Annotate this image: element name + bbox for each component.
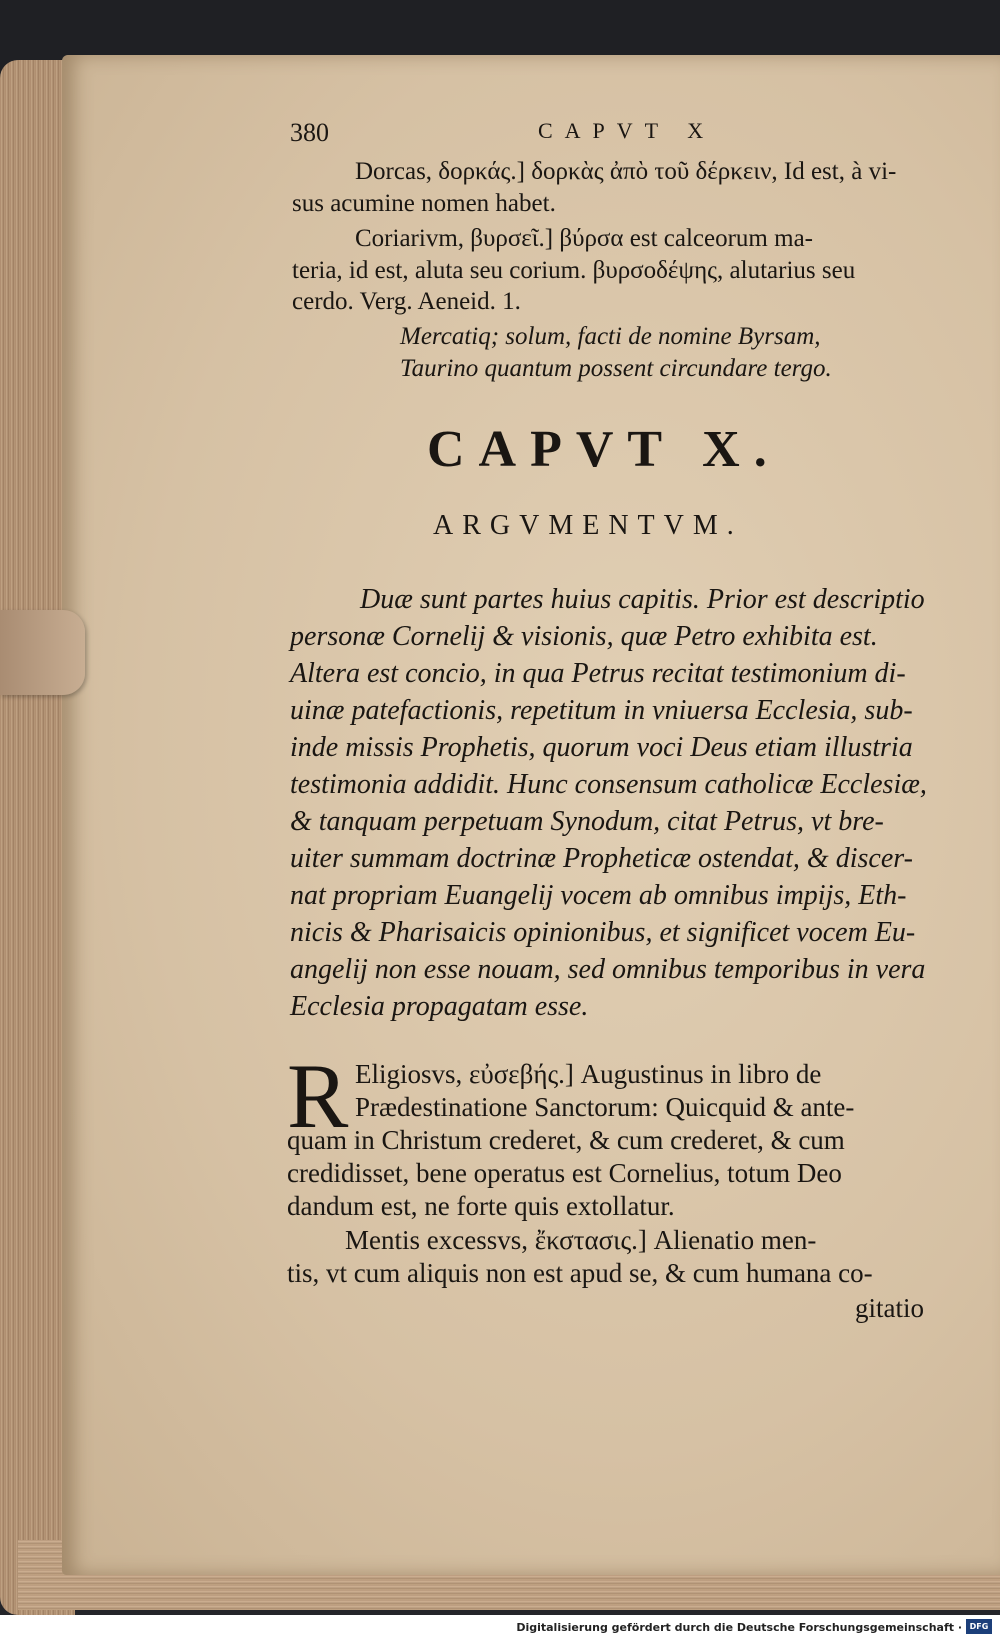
entry-line: Eligiosvs, εὐσεβής.] Augustinus in libro de — [355, 1059, 822, 1089]
verse-line: Mercatiq; solum, facti de nomine Byrsam, — [400, 323, 821, 350]
verse-line: Taurino quantum possent circundare tergo. — [400, 355, 832, 382]
entry-line: dandum est, ne forte quis extollatur. — [287, 1191, 675, 1221]
entry-line: quam in Christum crederet, & cum crederet, & cum — [287, 1125, 845, 1155]
entry-line: teria, id est, aluta seu corium. βυρσοδέψης, alutarius seu — [292, 257, 856, 284]
argument-line: angelij non esse nouam, sed omnibus temporibus in vera — [290, 954, 926, 985]
argument-line: & tanquam perpetuam Synodum, citat Petrus, vt bre- — [290, 806, 884, 837]
argument-line: nat propriam Euangelij vocem ab omnibus impijs, Eth- — [290, 880, 907, 911]
bookmark-tab — [0, 610, 85, 695]
argument-line: personæ Cornelij & visionis, quæ Petro exhibita est. — [290, 621, 878, 652]
entry-line: Coriarivm, βυρσεῖ.] βύρσα est calceorum ma- — [355, 225, 813, 252]
funding-credit: Digitalisierung gefördert durch die Deutsche Forschungsgemeinschaft · — [516, 1621, 962, 1634]
argument-line: Duæ sunt partes huius capitis. Prior est descriptio — [360, 584, 925, 615]
entry-line: Prædestinatione Sanctorum: Quicquid & ante- — [355, 1092, 855, 1122]
argument-line: testimonia addidit. Hunc consensum catholicæ Ecclesiæ, — [290, 769, 927, 800]
entry-line: Dorcas, δορκάς.] δορκὰς ἀπὸ τοῦ δέρκειν, Id est, à vi- — [355, 158, 897, 185]
argument-line: nicis & Pharisaicis opinionibus, et significet vocem Eu- — [290, 917, 916, 948]
entry-line: tis, vt cum aliquis non est apud se, & cum humana co- — [287, 1258, 873, 1288]
argument-line: Altera est concio, in qua Petrus recitat testimonium di- — [290, 658, 906, 689]
entry-line: Mentis excessvs, ἔκστασις.] Alienatio men- — [345, 1225, 817, 1255]
argument-line: uinæ patefactionis, repetitum in vniuersa Ecclesia, sub- — [290, 695, 913, 726]
entry-line: credidisset, bene operatus est Cornelius, totum Deo — [287, 1158, 842, 1188]
dfg-logo: DFG — [966, 1619, 992, 1634]
argument-line: Ecclesia propagatam esse. — [290, 991, 589, 1022]
running-head: CAPVT X — [538, 118, 716, 143]
chapter-title: CAPVT X. — [427, 421, 781, 478]
argument-line: uiter summam doctrinæ Propheticæ ostendat, & discer- — [290, 843, 913, 874]
drop-cap: R — [287, 1045, 349, 1147]
entry-line: cerdo. Verg. Aeneid. 1. — [292, 288, 521, 315]
argument-heading: ARGVMENTVM. — [433, 510, 743, 541]
entry-line: sus acumine nomen habet. — [292, 190, 556, 217]
page-number: 380 — [290, 118, 329, 147]
argument-line: inde missis Prophetis, quorum voci Deus etiam illustria — [290, 732, 913, 763]
catchword: gitatio — [855, 1293, 924, 1323]
